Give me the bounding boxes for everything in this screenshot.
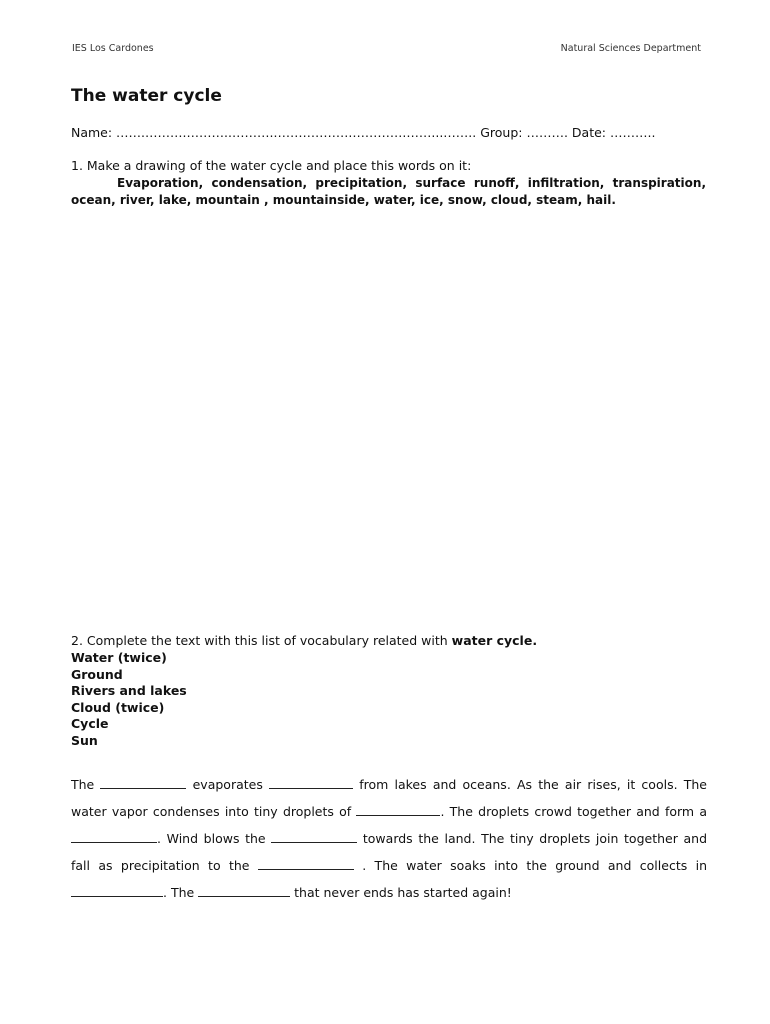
header-department: Natural Sciences Department xyxy=(560,43,701,54)
cloze-text: . Wind blows the xyxy=(157,831,272,846)
header-school-name: IES Los Cardones xyxy=(72,43,154,54)
cloze-text: towards the land. The tiny droplets join together and fall as precipitation to the xyxy=(71,831,708,873)
vocab-item: Rivers and lakes xyxy=(71,683,187,698)
blank-6 xyxy=(258,857,354,870)
blank-2 xyxy=(269,776,353,789)
vocab-item: Cycle xyxy=(71,716,109,731)
vocabulary-list xyxy=(71,650,187,749)
blank-3 xyxy=(356,803,440,816)
cloze-paragraph xyxy=(71,771,707,906)
question-2-prompt-text: 2. Complete the text with this list of vocabulary related with xyxy=(71,633,452,648)
drawing-area xyxy=(71,215,706,625)
vocab-item: Sun xyxy=(71,732,98,748)
question-1-word-list: Evaporation, condensation, precipitation, surface runoff, infiltration, transpiration, ocean, river, lake, mountain , mountainside, water, ice, snow, cloud, steam, hail. xyxy=(71,176,706,207)
blank-7 xyxy=(71,884,163,897)
vocab-item: Cloud (twice) xyxy=(71,699,165,715)
cloze-text: . The xyxy=(163,885,199,900)
vocab-item: Water (twice) xyxy=(71,650,167,665)
vocab-item: Ground xyxy=(71,666,123,682)
name-group-date-line: Name: …….……….………..……….……………….………….……...…….. Group: ………. Date: ……….. xyxy=(71,125,656,140)
blank-1 xyxy=(100,776,186,789)
blank-8 xyxy=(198,884,290,897)
cloze-text: The xyxy=(71,777,101,792)
cloze-text: that never ends has started again! xyxy=(290,885,512,900)
blank-5 xyxy=(271,830,357,843)
cloze-text: from lakes and oceans. As the air rises, it cools. The water vapor condenses into tiny droplets of xyxy=(71,777,707,819)
question-2-prompt-bold: water cycle. xyxy=(451,633,538,648)
cloze-text: . The water soaks into the ground and collects in xyxy=(353,858,707,873)
blank-4 xyxy=(71,830,157,843)
question-1-prompt: 1. Make a drawing of the water cycle and place this words on it: xyxy=(71,158,472,173)
cloze-text: . The droplets crowd together and form a xyxy=(440,804,707,819)
page-title: The water cycle xyxy=(71,86,222,106)
cloze-text: evaporates xyxy=(186,777,270,792)
question-2-prompt xyxy=(71,633,537,648)
